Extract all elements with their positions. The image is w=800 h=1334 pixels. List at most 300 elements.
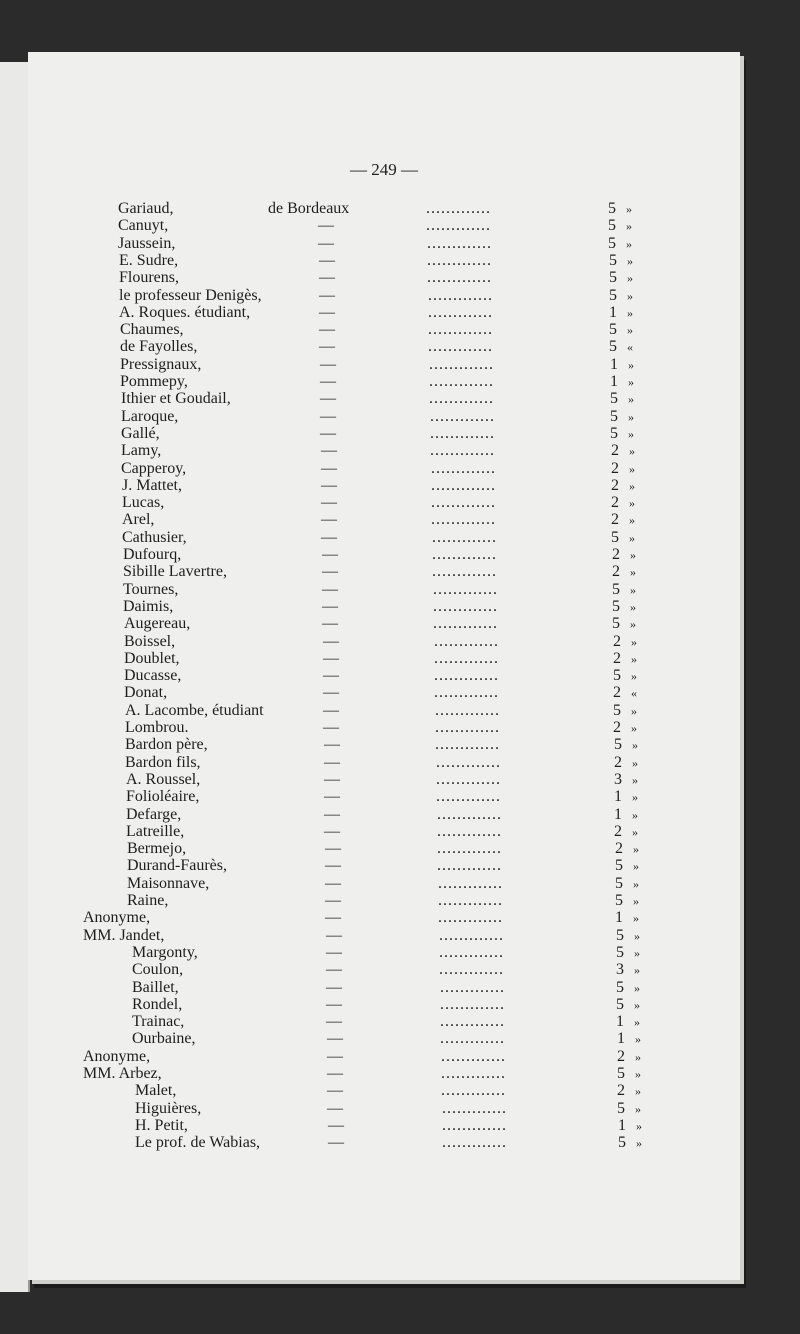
entry-name: E. Sudre, bbox=[119, 251, 179, 269]
entry-amount: 5 bbox=[609, 321, 617, 339]
list-item bbox=[28, 425, 740, 443]
list-item bbox=[28, 702, 740, 720]
entry-unit: » bbox=[629, 513, 635, 528]
entry-amount: 1 bbox=[616, 1013, 624, 1031]
entry-leader-dots: ............. bbox=[436, 770, 501, 788]
entry-name: Bardon fils, bbox=[125, 753, 201, 771]
entry-location: — bbox=[323, 684, 339, 702]
entry-location: — bbox=[327, 1030, 343, 1048]
list-item bbox=[28, 754, 740, 772]
entry-name: Cathusier, bbox=[122, 528, 187, 546]
entry-unit: » bbox=[630, 599, 636, 614]
entry-leader-dots: ............. bbox=[437, 822, 502, 840]
entry-location: — bbox=[326, 978, 342, 996]
entry-location: — bbox=[324, 822, 340, 840]
entry-location: — bbox=[319, 303, 335, 321]
entry-name: Raine, bbox=[127, 892, 169, 909]
list-item bbox=[28, 563, 740, 581]
entry-location: — bbox=[320, 373, 336, 390]
entry-unit: » bbox=[632, 824, 638, 839]
entry-name: Flourens, bbox=[119, 269, 179, 287]
entry-leader-dots: ............. bbox=[434, 649, 499, 667]
entry-amount: 5 bbox=[613, 701, 621, 719]
list-item bbox=[28, 892, 740, 910]
entry-location: — bbox=[321, 459, 337, 477]
entry-name: Gallé, bbox=[121, 424, 160, 442]
entry-leader-dots: ............. bbox=[430, 424, 495, 442]
entry-location: — bbox=[325, 874, 341, 892]
facing-page-edge bbox=[0, 62, 30, 1292]
entry-unit: » bbox=[626, 236, 632, 251]
entry-name: Anonyme, bbox=[83, 909, 151, 927]
entry-leader-dots: ............. bbox=[426, 200, 491, 217]
entry-location: — bbox=[319, 338, 335, 356]
list-item bbox=[28, 1117, 740, 1135]
entry-leader-dots: ............. bbox=[428, 338, 493, 356]
entry-unit: » bbox=[632, 807, 638, 822]
entry-location: — bbox=[326, 961, 342, 979]
entry-location: — bbox=[321, 494, 337, 512]
entry-unit: » bbox=[629, 530, 635, 545]
entry-amount: 5 bbox=[609, 251, 617, 269]
entry-unit: » bbox=[629, 461, 635, 476]
entry-amount: 3 bbox=[616, 961, 624, 979]
entry-name: Rondel, bbox=[132, 995, 183, 1013]
entry-amount: 5 bbox=[617, 1065, 625, 1082]
entry-unit: » bbox=[632, 738, 638, 753]
entry-leader-dots: ............. bbox=[430, 442, 495, 460]
entry-unit: » bbox=[631, 703, 637, 718]
entry-amount: 5 bbox=[610, 390, 618, 408]
entry-name: Lucas, bbox=[122, 494, 165, 512]
entry-leader-dots: ............. bbox=[426, 217, 491, 235]
entry-amount: 2 bbox=[613, 684, 621, 702]
entry-name: Latreille, bbox=[126, 822, 185, 840]
entry-amount: 1 bbox=[618, 1116, 626, 1134]
document-page bbox=[28, 52, 740, 1280]
entry-unit: » bbox=[633, 894, 639, 908]
list-item bbox=[28, 581, 740, 599]
entry-name: Canuyt, bbox=[118, 217, 169, 235]
entry-amount: 5 bbox=[608, 234, 616, 252]
entry-leader-dots: ............. bbox=[438, 909, 503, 927]
entry-location: de Bordeaux bbox=[268, 200, 350, 217]
entry-unit: » bbox=[635, 1084, 641, 1099]
entry-name: Ithier et Goudail, bbox=[121, 390, 231, 408]
entry-name: Folioléaire, bbox=[126, 788, 200, 806]
entry-location: — bbox=[325, 909, 341, 927]
entry-unit: » bbox=[633, 876, 639, 891]
entry-name: Coulon, bbox=[132, 961, 184, 979]
entry-leader-dots: ............. bbox=[441, 1082, 506, 1100]
entry-location: — bbox=[326, 926, 342, 944]
entry-unit: » bbox=[636, 1136, 642, 1151]
entry-name: Gariaud, bbox=[118, 200, 174, 217]
entry-name: Dufourq, bbox=[123, 546, 182, 563]
entry-name: MM. Arbez, bbox=[83, 1065, 162, 1082]
list-item bbox=[28, 806, 740, 824]
entry-name: Ducasse, bbox=[124, 667, 182, 685]
entry-leader-dots: ............. bbox=[440, 995, 505, 1013]
entry-location: — bbox=[322, 597, 338, 615]
entry-unit: » bbox=[628, 392, 634, 407]
entry-unit: » bbox=[629, 496, 635, 511]
entry-unit: » bbox=[630, 548, 636, 562]
entry-amount: 5 bbox=[613, 667, 621, 685]
list-item bbox=[28, 1134, 740, 1152]
entry-unit: » bbox=[636, 1118, 642, 1133]
entry-unit: » bbox=[633, 859, 639, 874]
entry-location: — bbox=[328, 1116, 344, 1134]
entry-unit: « bbox=[627, 340, 633, 355]
entry-name: Durand-Faurès, bbox=[127, 857, 227, 875]
list-item bbox=[28, 408, 740, 426]
entry-leader-dots: ............. bbox=[442, 1116, 507, 1134]
entry-unit: » bbox=[631, 669, 637, 684]
entry-name: Pommepy, bbox=[120, 373, 188, 390]
list-item bbox=[28, 961, 740, 979]
entry-leader-dots: ............. bbox=[442, 1099, 507, 1117]
entry-name: Baillet, bbox=[132, 978, 179, 996]
entry-amount: 5 bbox=[608, 200, 616, 217]
entry-amount: 2 bbox=[615, 840, 623, 858]
entry-unit: » bbox=[634, 928, 640, 943]
entry-amount: 1 bbox=[617, 1030, 625, 1048]
list-item bbox=[28, 1065, 740, 1083]
list-item bbox=[28, 1082, 740, 1100]
entry-leader-dots: ............. bbox=[435, 736, 500, 754]
entry-name: Higuières, bbox=[135, 1099, 202, 1117]
entry-location: — bbox=[323, 719, 339, 736]
entry-amount: 2 bbox=[611, 459, 619, 477]
entry-location: — bbox=[325, 840, 341, 858]
entry-amount: 2 bbox=[614, 822, 622, 840]
entry-name: Capperoy, bbox=[121, 459, 187, 477]
entry-unit: » bbox=[626, 202, 632, 216]
entry-leader-dots: ............. bbox=[438, 892, 503, 909]
entry-location: — bbox=[318, 234, 334, 252]
entry-name: MM. Jandet, bbox=[83, 926, 165, 944]
entry-location: — bbox=[323, 667, 339, 685]
entry-location: — bbox=[327, 1082, 343, 1100]
entry-name: A. Roques. étudiant, bbox=[119, 303, 251, 321]
entry-amount: 2 bbox=[613, 632, 621, 650]
entry-location: — bbox=[326, 995, 342, 1013]
entry-unit: » bbox=[628, 357, 634, 372]
entry-name: Lamy, bbox=[121, 442, 162, 460]
list-item bbox=[28, 857, 740, 875]
entry-amount: 2 bbox=[617, 1047, 625, 1065]
entry-leader-dots: ............. bbox=[436, 753, 501, 771]
list-item bbox=[28, 1048, 740, 1066]
entry-amount: 5 bbox=[608, 217, 616, 235]
entry-amount: 5 bbox=[612, 615, 620, 633]
entry-location: — bbox=[322, 546, 338, 563]
entry-location: — bbox=[324, 788, 340, 806]
entry-location: — bbox=[324, 753, 340, 771]
entry-location: — bbox=[319, 286, 335, 304]
entry-name: Arel, bbox=[122, 511, 155, 529]
list-item bbox=[28, 927, 740, 945]
entry-unit: » bbox=[630, 565, 636, 580]
entry-unit: » bbox=[631, 721, 637, 735]
entry-amount: 2 bbox=[614, 753, 622, 771]
entry-location: — bbox=[323, 632, 339, 650]
list-item bbox=[28, 736, 740, 754]
entry-unit: » bbox=[628, 426, 634, 441]
entry-unit: » bbox=[635, 1032, 641, 1047]
entry-amount: 1 bbox=[615, 909, 623, 927]
entry-name: Donat, bbox=[124, 684, 168, 702]
entry-name: Sibille Lavertre, bbox=[123, 563, 227, 581]
entry-amount: 5 bbox=[618, 1134, 626, 1152]
entry-leader-dots: ............. bbox=[428, 286, 493, 304]
entry-location: — bbox=[319, 269, 335, 287]
entry-amount: 5 bbox=[610, 407, 618, 425]
entry-unit: « bbox=[631, 686, 637, 701]
entry-amount: 2 bbox=[613, 649, 621, 667]
entry-name: Anonyme, bbox=[83, 1047, 151, 1065]
entry-unit: » bbox=[632, 755, 638, 770]
entry-amount: 5 bbox=[612, 597, 620, 615]
entry-leader-dots: ............. bbox=[437, 805, 502, 823]
entry-leader-dots: ............. bbox=[427, 234, 492, 252]
entry-name: Bardon père, bbox=[125, 736, 208, 754]
entry-leader-dots: ............. bbox=[442, 1134, 507, 1152]
entry-leader-dots: ............. bbox=[429, 355, 494, 373]
entry-unit: » bbox=[627, 271, 633, 286]
entry-leader-dots: ............. bbox=[440, 978, 505, 996]
entry-unit: » bbox=[627, 288, 633, 303]
list-item bbox=[28, 1013, 740, 1031]
entry-unit: » bbox=[629, 444, 635, 459]
list-item bbox=[28, 684, 740, 702]
entry-unit: » bbox=[634, 1015, 640, 1030]
entry-amount: 1 bbox=[609, 303, 617, 321]
entry-unit: » bbox=[630, 582, 636, 597]
entry-location: — bbox=[321, 528, 337, 546]
entry-location: — bbox=[321, 476, 337, 494]
entry-name: Defarge, bbox=[126, 805, 182, 823]
entry-location: — bbox=[327, 1047, 343, 1065]
entry-leader-dots: ............. bbox=[427, 251, 492, 269]
entry-amount: 5 bbox=[617, 1099, 625, 1117]
entry-name: Malet, bbox=[135, 1082, 177, 1100]
list-item bbox=[28, 321, 740, 339]
list-item bbox=[28, 529, 740, 547]
list-item bbox=[28, 1100, 740, 1118]
entry-unit: » bbox=[630, 617, 636, 632]
list-item bbox=[28, 390, 740, 408]
entry-unit: » bbox=[634, 963, 640, 978]
entry-leader-dots: ............. bbox=[428, 303, 493, 321]
entry-unit: » bbox=[628, 375, 634, 389]
list-item bbox=[28, 1030, 740, 1048]
list-item bbox=[28, 771, 740, 789]
entry-name: Jaussein, bbox=[118, 234, 176, 252]
entry-name: Ourbaine, bbox=[132, 1030, 196, 1048]
entry-unit: » bbox=[634, 945, 640, 960]
entry-amount: 1 bbox=[610, 373, 618, 390]
list-item bbox=[28, 200, 740, 218]
entry-name: Chaumes, bbox=[120, 321, 184, 339]
entry-amount: 1 bbox=[614, 788, 622, 806]
entry-location: — bbox=[319, 321, 335, 339]
page-number: — 249 — bbox=[350, 160, 418, 179]
entry-location: — bbox=[322, 580, 338, 598]
entry-amount: 5 bbox=[616, 978, 624, 996]
entry-leader-dots: ............. bbox=[433, 580, 498, 598]
entry-leader-dots: ............. bbox=[436, 788, 501, 806]
entry-unit: » bbox=[627, 253, 633, 268]
entry-unit: » bbox=[627, 305, 633, 320]
entry-unit: » bbox=[633, 842, 639, 857]
entry-leader-dots: ............. bbox=[441, 1047, 506, 1065]
list-item bbox=[28, 546, 740, 564]
list-item bbox=[28, 338, 740, 356]
entry-name: Daimis, bbox=[123, 597, 174, 615]
list-item bbox=[28, 494, 740, 512]
entry-leader-dots: ............. bbox=[433, 615, 498, 633]
entry-amount: 1 bbox=[614, 805, 622, 823]
entry-amount: 5 bbox=[615, 892, 623, 909]
entry-leader-dots: ............. bbox=[430, 407, 495, 425]
entry-unit: » bbox=[632, 790, 638, 805]
list-item bbox=[28, 511, 740, 529]
entry-amount: 1 bbox=[610, 355, 618, 373]
list-item bbox=[28, 217, 740, 235]
entry-leader-dots: ............. bbox=[440, 1030, 505, 1048]
entry-unit: » bbox=[629, 478, 635, 493]
list-item bbox=[28, 633, 740, 651]
entry-unit: » bbox=[634, 997, 640, 1012]
entry-unit: » bbox=[626, 219, 632, 234]
list-item bbox=[28, 996, 740, 1014]
entry-leader-dots: ............. bbox=[431, 459, 496, 477]
entry-name: Trainac, bbox=[132, 1013, 185, 1031]
entry-name: A. Lacombe, étudiant bbox=[125, 701, 264, 719]
entry-amount: 5 bbox=[614, 736, 622, 754]
entry-leader-dots: ............. bbox=[434, 684, 499, 702]
entry-unit: » bbox=[633, 911, 639, 926]
entry-amount: 5 bbox=[616, 943, 624, 961]
entry-amount: 2 bbox=[612, 546, 620, 563]
entry-location: — bbox=[320, 424, 336, 442]
list-item bbox=[28, 460, 740, 478]
entry-location: — bbox=[324, 736, 340, 754]
entry-leader-dots: ............. bbox=[431, 511, 496, 529]
entry-name: Tournes, bbox=[123, 580, 179, 598]
entry-leader-dots: ............. bbox=[437, 840, 502, 858]
entry-name: Bermejo, bbox=[127, 840, 187, 858]
entry-location: — bbox=[326, 1013, 342, 1031]
list-item bbox=[28, 944, 740, 962]
list-item bbox=[28, 269, 740, 287]
entry-amount: 5 bbox=[611, 528, 619, 546]
list-item bbox=[28, 667, 740, 685]
entry-name: Augereau, bbox=[124, 615, 191, 633]
entry-leader-dots: ............. bbox=[431, 476, 496, 494]
entry-name: Doublet, bbox=[124, 649, 180, 667]
entry-unit: » bbox=[631, 634, 637, 649]
entry-amount: 2 bbox=[611, 442, 619, 460]
entry-location: — bbox=[319, 251, 335, 269]
entry-leader-dots: ............. bbox=[432, 563, 497, 581]
entry-leader-dots: ............. bbox=[434, 667, 499, 685]
entry-leader-dots: ............. bbox=[437, 857, 502, 875]
entry-amount: 2 bbox=[611, 494, 619, 512]
entry-location: — bbox=[327, 1065, 343, 1082]
entry-location: — bbox=[326, 943, 342, 961]
entry-amount: 5 bbox=[615, 874, 623, 892]
entry-location: — bbox=[328, 1134, 344, 1152]
entry-leader-dots: ............. bbox=[434, 632, 499, 650]
entry-leader-dots: ............. bbox=[439, 926, 504, 944]
entry-location: — bbox=[321, 511, 337, 529]
entry-amount: 5 bbox=[612, 580, 620, 598]
entry-location: — bbox=[318, 217, 334, 235]
entry-unit: » bbox=[635, 1101, 641, 1116]
entry-unit: » bbox=[628, 409, 634, 424]
entry-amount: 2 bbox=[612, 563, 620, 581]
entry-location: — bbox=[323, 701, 339, 719]
entry-leader-dots: ............. bbox=[435, 719, 500, 736]
entry-location: — bbox=[324, 805, 340, 823]
entry-name: Le prof. de Wabias, bbox=[135, 1134, 261, 1152]
entry-location: — bbox=[322, 563, 338, 581]
entry-amount: 5 bbox=[609, 269, 617, 287]
entry-unit: » bbox=[634, 980, 640, 995]
entry-leader-dots: ............. bbox=[429, 373, 494, 390]
list-item bbox=[28, 598, 740, 616]
list-item bbox=[28, 875, 740, 893]
entry-amount: 2 bbox=[611, 476, 619, 494]
list-item bbox=[28, 823, 740, 841]
list-item bbox=[28, 719, 740, 737]
entry-leader-dots: ............. bbox=[431, 494, 496, 512]
entry-location: — bbox=[327, 1099, 343, 1117]
list-item bbox=[28, 356, 740, 374]
entry-unit: » bbox=[627, 323, 633, 338]
entry-name: Boissel, bbox=[124, 632, 176, 650]
entry-location: — bbox=[323, 649, 339, 667]
entry-name: de Fayolles, bbox=[120, 338, 198, 356]
entry-unit: » bbox=[632, 772, 638, 787]
entry-unit: » bbox=[635, 1049, 641, 1064]
entry-amount: 5 bbox=[616, 995, 624, 1013]
entry-leader-dots: ............. bbox=[428, 321, 493, 339]
list-item bbox=[28, 287, 740, 305]
entry-leader-dots: ............. bbox=[441, 1065, 506, 1082]
entry-location: — bbox=[320, 355, 336, 373]
entry-name: le professeur Denigès, bbox=[119, 286, 262, 304]
list-item bbox=[28, 442, 740, 460]
entry-amount: 2 bbox=[611, 511, 619, 529]
entry-name: Pressignaux, bbox=[120, 355, 202, 373]
list-item bbox=[28, 909, 740, 927]
entry-name: Maisonnave, bbox=[127, 874, 210, 892]
list-item bbox=[28, 615, 740, 633]
entry-amount: 2 bbox=[613, 719, 621, 736]
entry-name: Laroque, bbox=[121, 407, 179, 425]
entry-amount: 5 bbox=[615, 857, 623, 875]
entry-leader-dots: ............. bbox=[433, 597, 498, 615]
list-item bbox=[28, 373, 740, 391]
entry-amount: 3 bbox=[614, 770, 622, 788]
entry-name: Margonty, bbox=[132, 943, 198, 961]
entry-amount: 5 bbox=[610, 424, 618, 442]
entry-amount: 5 bbox=[609, 338, 617, 356]
